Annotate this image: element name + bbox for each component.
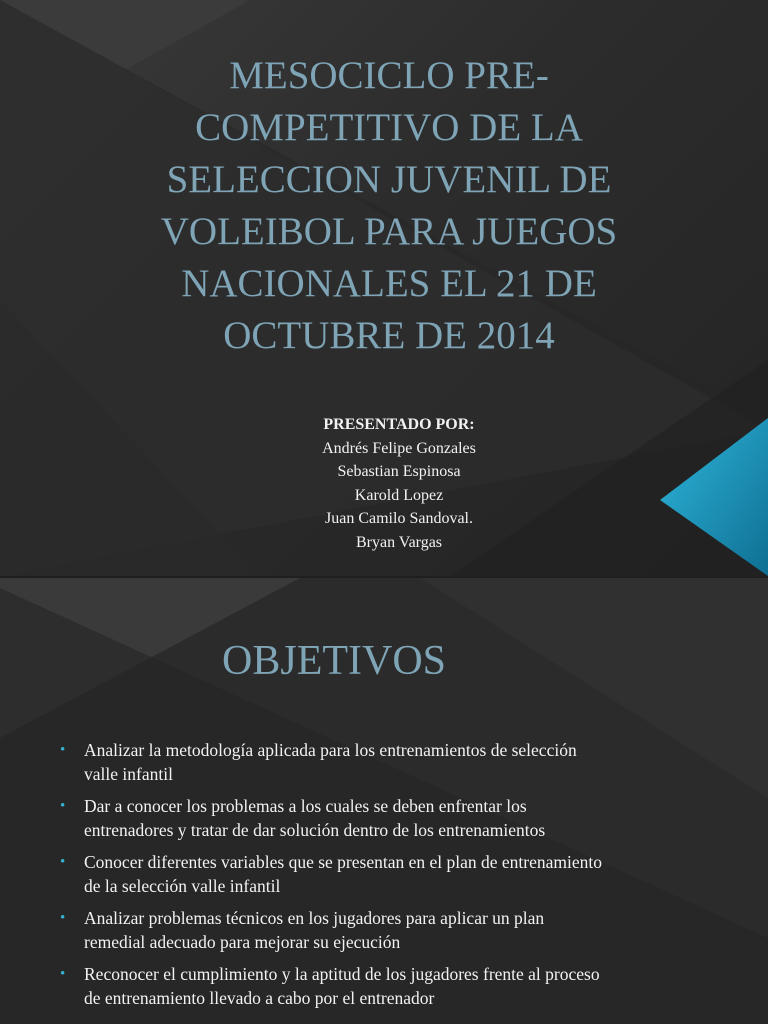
- list-item: [60, 850, 730, 898]
- list-item: [60, 738, 730, 786]
- bullet-icon: •: [60, 742, 66, 758]
- objective-text: valle infantil: [84, 764, 173, 784]
- bullet-icon: •: [60, 910, 66, 926]
- objective-text: de la selección valle infantil: [84, 876, 281, 896]
- objective-text: Analizar la metodología aplicada para los entrenamientos de selección: [84, 740, 577, 760]
- bullet-icon: •: [60, 798, 66, 814]
- bullet-icon: •: [60, 854, 66, 870]
- title-line: SELECCION JUVENIL DE: [166, 158, 612, 201]
- objective-text: Reconocer el cumplimiento y la aptitud de los jugadores frente al proceso: [84, 964, 600, 984]
- objectives-title: OBJETIVOS: [222, 638, 447, 684]
- title-line: VOLEIBOL PARA JUEGOS: [160, 210, 618, 253]
- presenter-name: Karold Lopez: [354, 486, 444, 504]
- slide-title: [60, 50, 718, 362]
- title-line: COMPETITIVO DE LA: [195, 106, 583, 149]
- list-item: [60, 962, 730, 1010]
- presenter-name: Andrés Felipe Gonzales: [322, 439, 476, 457]
- objective-text: remedial adecuado para mejorar su ejecución: [84, 932, 401, 952]
- presenter-name: Juan Camilo Sandoval.: [325, 510, 473, 527]
- objectives-list: [60, 738, 730, 1018]
- presenter-name: Sebastian Espinosa: [337, 463, 461, 480]
- objective-text: Dar a conocer los problemas a los cuales se deben enfrentar los: [84, 796, 527, 816]
- title-line: MESOCICLO PRE-: [229, 54, 549, 97]
- title-line: NACIONALES EL 21 DE: [181, 262, 597, 305]
- bullet-icon: •: [60, 966, 66, 982]
- presenters-label: PRESENTADO POR:: [323, 416, 475, 433]
- list-item: [60, 794, 730, 842]
- objective-text: Analizar problemas técnicos en los jugadores para aplicar un plan: [84, 908, 545, 928]
- title-line: OCTUBRE DE 2014: [223, 314, 555, 357]
- objective-text: entrenadores y tratar de dar solución dentro de los entrenamientos: [84, 820, 546, 840]
- objective-text: Conocer diferentes variables que se presentan en el plan de entrenamiento: [84, 852, 602, 872]
- objective-text: de entrenamiento llevado a cabo por el entrenador: [84, 988, 435, 1008]
- presenter-name: Bryan Vargas: [355, 533, 443, 551]
- presenters-block: [200, 413, 598, 554]
- list-item: [60, 906, 730, 954]
